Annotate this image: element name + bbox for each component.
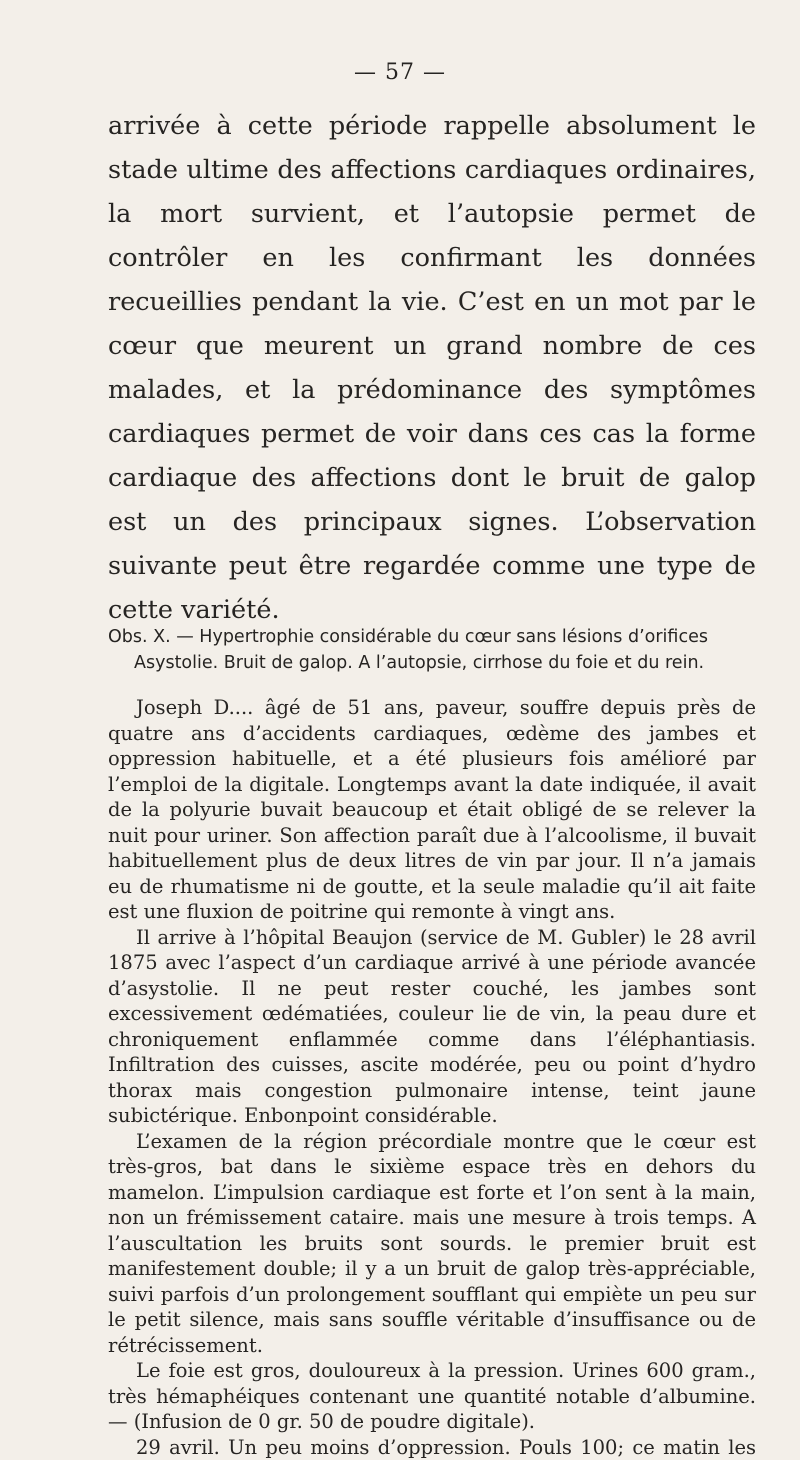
case-paragraph-history: Joseph D.... âgé de 51 ans, paveur, souffre depuis près de quatre ans d’accidents cardiaques, œdème des jambes et oppression habituelle, et a été plusieurs fois amélioré par l’emploi de la digitale. Longtemps avant la date indiquée, il avait de la polyurie buvait beaucoup et était obligé de se relever la nuit pour uriner. Son affection paraît due à l’alcoolisme, il buvait habituellement plus de deux litres de vin par jour. Il n’a jamais eu de rhumatisme ni de goutte, et la seule maladie qu’il ait faite est une fluxion de poitrine qui remonte à vingt ans. [108,695,756,925]
observation-subtitle: Asystolie. Bruit de galop. A l’autopsie, cirrhose du foie et du rein. [108,650,756,676]
case-report [108,695,756,1460]
observation-heading [108,624,756,676]
case-paragraph-exam: L’examen de la région précordiale montre que le cœur est très-gros, bat dans le sixième espace très en dehors du mamelon. L’impulsion cardiaque est forte et l’on sent à la main, non un frémissement cataire. mais une mesure à trois temps. A l’auscultation les bruits sont sourds. le premier bruit est manifestement double; il y a un bruit de galop très-appréciable, suivi parfois d’un prolongement soufflant qui empiète un peu sur le petit silence, mais sans souffle véritable d’insuffisance ou de rétrécissement. [108,1129,756,1359]
intro-paragraph: arrivée à cette période rappelle absolument le stade ultime des affections cardiaques ordinaires, la mort survient, et l’autopsie permet de contrôler en les confirmant les données recueillies pendant la vie. C’est en un mot par le cœur que meurent un grand nombre de ces malades, et la prédominance des symptômes cardiaques permet de voir dans ces cas la forme cardiaque des affections dont le bruit de galop est un des principaux signes. L’observation suivante peut être regardée comme une type de cette variété. [108,104,756,632]
case-paragraph-april-29: 29 avril. Un peu moins d’oppression. Pouls 100; ce matin les [108,1435,756,1460]
case-paragraph-admission: Il arrive à l’hôpital Beaujon (service de M. Gubler) le 28 avril 1875 avec l’aspect d’un cardiaque arrivé à une période avancée d’asystolie. Il ne peut rester couché, les jambes sont excessivement œdématiées, couleur lie de vin, la peau dure et chroniquement enflammée comme dans l’éléphantiasis. Infiltration des cuisses, ascite modérée, peu ou point d’hydro thorax mais congestion pulmonaire intense, teint jaune subictérique. Enbonpoint considérable. [108,925,756,1129]
page-number: — 57 — [0,60,800,85]
observation-title: Obs. X. — Hypertrophie considérable du cœur sans lésions d’orifices [108,627,708,647]
case-paragraph-liver: Le foie est gros, douloureux à la pression. Urines 600 gram., très hémaphéiques contenant une quantité notable d’albumine. — (Infusion de 0 gr. 50 de poudre digitale). [108,1358,756,1435]
